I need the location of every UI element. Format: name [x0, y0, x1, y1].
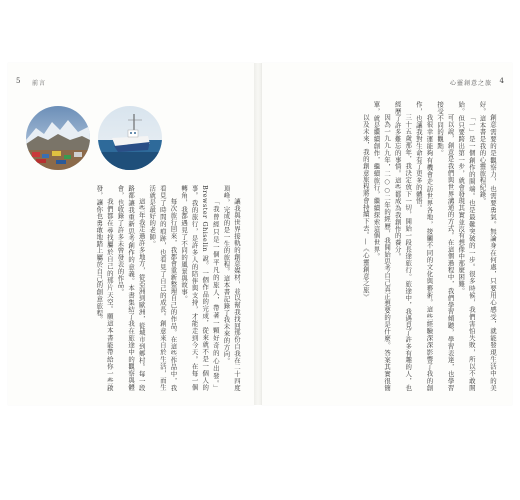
- right-paragraph: 三十五歲那年，我決定放下一切，開始一段長途旅行。旅途中，我遇見了許多有趣的人，也經歷了許多難忘的事情。這些都成為我創作的養分。: [393, 101, 413, 391]
- right-page: [262, 63, 512, 405]
- right-paragraph: 以及未來，我的創意旅程將會持續下去。—《心靈創意之旅》: [361, 113, 370, 301]
- mountain-landscape-photo: [26, 106, 90, 170]
- left-paragraph: 我們都在尋找屬於自己的那片天空。願這本書能帶給你一些啟發，讓你也勇敢地踏上屬於自己的創意旅程。: [95, 185, 114, 391]
- left-paragraph: 「我曾經只是一個平凡的旅人，帶著一顆好奇的心出發。」Brewster Ghiselin 說。一個作品的完成，從來就不是一個人的事。我的旅行，是許多人的陪伴與支持，才能走到今天。在每一個轉角，我都遇見了不同的風景與故事。: [180, 185, 220, 391]
- boat-harbor-photo: [98, 106, 162, 170]
- right-paragraph: 創意需要的是觀察力，也需要勇氣。無論身在何處，只要用心感受，就能發現生活中的美好。這本書是我的心靈旅程紀錄。: [478, 101, 497, 391]
- right-paragraph: 「一」是一個創作的開端。也是最難突破的一步。很多時候，我們害怕失敗，所以不敢開始。但只要跨出第一步，就會發現其實並沒有想像中那麼困難。: [457, 101, 476, 391]
- left-paragraph: 這些年我走過許多地方，從亞洲到歐洲，從城市到鄉村。每一段路都讓我重新思考創作的意義。本書集結了我在旅途中的觀察與體會，也收錄了許多未曾發表的作品。: [116, 185, 146, 391]
- left-paragraph: 每次旅行回來，我都會重新整理自己的作品。在這些作品中，我看見了時間的痕跡，也看見了自己的成長。創意來自於生活，而生活就是最好的老師。: [148, 185, 178, 391]
- right-running-head: 心靈創意之旅: [449, 80, 492, 87]
- left-paragraph: 讓我與世界接軌的創意媒材，並以幫我找回那份自我在二十四度頂峰，完成的是一生的旅程。這本書記錄了我未來的方向。: [222, 185, 241, 391]
- left-running-head: 前言: [32, 80, 47, 87]
- right-page-text: [276, 101, 498, 391]
- right-page-number: 4: [499, 77, 504, 85]
- left-page-text: [20, 185, 242, 391]
- left-page: [8, 63, 254, 405]
- book-gutter: [254, 63, 262, 405]
- right-paragraph: 可以說，創意是我們與世界溝通的方式。在這個過程中，我們學習傾聽，學習表達，也學習接受不同的觀點。: [436, 101, 455, 391]
- left-page-number: 5: [16, 77, 21, 85]
- right-paragraph: 我很幸運能夠有機會走訪世界各地，接觸不同的文化與藝術。這些經驗深深影響了我的創作，也讓我對生命有了更多的體悟。: [414, 101, 434, 391]
- right-paragraph: 因為一九九九年，二○○二年的經歷，我開始思考自己真正想要的是什麼。答案其實很簡單，就是繼續創作，繼續旅行，繼續探索這個世界。: [372, 101, 392, 391]
